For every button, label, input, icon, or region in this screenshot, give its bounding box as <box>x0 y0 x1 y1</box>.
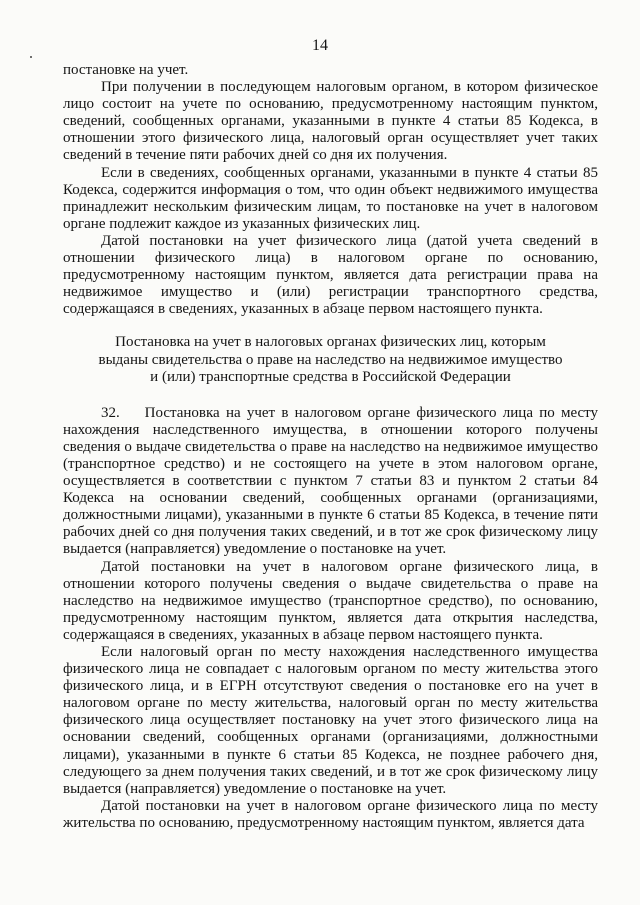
section-heading-line: выданы свидетельства о праве на наследство на недвижимое имущество <box>98 351 563 368</box>
scan-speck <box>30 56 32 58</box>
paragraph: Если в сведениях, сообщенных органами, указанными в пункте 4 статьи 85 Кодекса, содержится информация о том, что один объект недвижимого имущества принадлежит нескольким физическим лицам, то постановке на учет в налоговом органе подлежит каждое из указанных физических лиц. <box>63 164 598 232</box>
document-body <box>63 62 598 832</box>
paragraph: Если налоговый орган по месту нахождения наследственного имущества физического лица не совпадает с налоговым органом по месту жительства этого физического лица, и в ЕГРН отсутствуют сведения о постановке его на учет в налоговом органе по месту жительства, налоговый орган по месту жительства физического лица осуществляет постановку на учет этого физического лица на основании сведений, сообщенных органами (организациями, должностными лицами), указанными в пункте 6 статьи 85 Кодекса, не позднее рабочего дня, следующего за днем получения таких сведений, и в тот же срок физическому лицу выдается (направляется) уведомление о постановке на учет. <box>63 644 598 797</box>
paragraph: Датой постановки на учет в налоговом органе физического лица, в отношении которого получены сведения о выдаче свидетельства о праве на наследство на недвижимое имущество (транспортное средство), по основанию, предусмотренному настоящим пунктом, является дата открытия наследства, содержащаяся в сведениях, указанных в абзаце первом настоящего пункта. <box>63 558 598 643</box>
paragraph: Датой постановки на учет в налоговом органе физического лица по месту жительства по основанию, предусмотренному настоящим пунктом, является дата <box>63 797 598 831</box>
section-heading-line: Постановка на учет в налоговых органах физических лиц, которым <box>115 334 546 351</box>
paragraph: При получении в последующем налоговым органом, в котором физическое лицо состоит на учете по основанию, предусмотренному настоящим пунктом, сведений, сообщенных органами, указанными в пункте 4 статьи 85 Кодекса, в отношении этого физического лица, налоговый орган осуществляет учет таких сведений в течение пяти рабочих дней со дня их получения. <box>63 79 598 164</box>
numbered-paragraph-32: 32. Постановка на учет в налоговом органе физического лица по месту нахождения наследственного имущества, в отношении которого получены сведения о выдаче свидетельства о праве на наследство на недвижимое имущество (транспортное средство) и не состоящего на учете в этом налоговом органе, осуществляется в соответствии с пунктом 7 статьи 83 и пунктом 2 статьи 84 Кодекса на основании сведений, сообщенных органами (организациями, должностными лицами), указанными в пункте 6 статьи 85 Кодекса, в течение пяти рабочих дней со дня получения таких сведений, и в тот же срок физическому лицу выдается (направляется) уведомление о постановке на учет. <box>63 404 598 558</box>
section-heading-line: и (или) транспортные средства в Российской Федерации <box>150 368 511 385</box>
paragraph: Датой постановки на учет физического лица (датой учета сведений в отношении физического лица) в налоговом органе по основанию, предусмотренному настоящим пунктом, является дата регистрации права на недвижимое имущество и (или) регистрации транспортного средства, содержащаяся в сведениях, указанных в абзаце первом настоящего пункта. <box>63 232 598 318</box>
paragraph-continuation: постановке на учет. <box>63 62 189 78</box>
section-heading <box>83 334 578 385</box>
page-number: 14 <box>312 37 328 54</box>
